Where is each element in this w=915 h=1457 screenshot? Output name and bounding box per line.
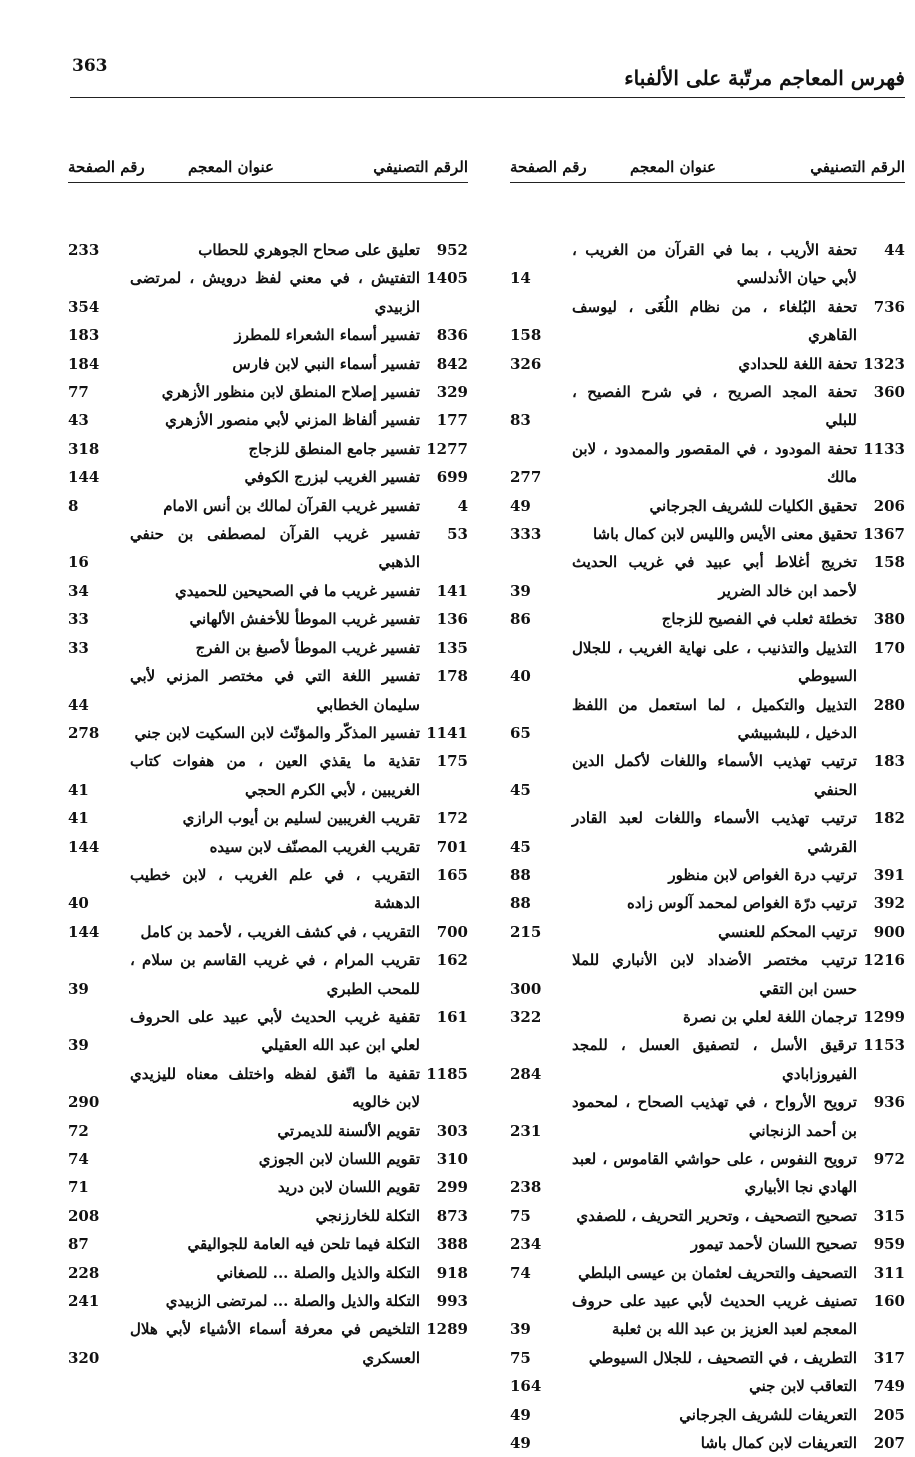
index-column-left (68, 150, 468, 1372)
classification-number: 900 (873, 922, 905, 941)
classification-number: 136 (436, 610, 468, 629)
page-reference: 322 (510, 1007, 542, 1026)
page-reference: 183 (68, 326, 100, 345)
dictionary-title: التكلة فيما تلحن فيه العامة للجواليقي (187, 1235, 420, 1254)
page-reference: 278 (68, 723, 100, 742)
classification-number: 178 (436, 667, 468, 686)
index-entry (68, 378, 468, 406)
classification-number: 952 (436, 241, 468, 259)
index-entry (510, 1088, 905, 1145)
classification-number: 1216 (863, 951, 905, 970)
index-column-right (510, 150, 905, 1457)
header-title: عنوان المعجم (630, 158, 716, 176)
classification-number: 1289 (426, 1320, 468, 1339)
index-entry (510, 1145, 905, 1202)
classification-number: 158 (873, 553, 905, 572)
index-entry (68, 520, 468, 577)
page-reference: 39 (68, 979, 89, 998)
classification-number: 1141 (426, 723, 468, 742)
dictionary-title: تفسير غريب الموطأ للأخفش الألهاني (189, 610, 420, 629)
page-reference: 65 (510, 723, 531, 742)
index-entry (68, 1117, 468, 1145)
page-reference: 144 (68, 837, 100, 856)
dictionary-title: تقذية ما يقذي العين ، من هفوات كتاب الغريبين ، لأبي الكرم الحجي (130, 752, 420, 799)
page-reference: 231 (510, 1121, 542, 1140)
page-reference: 49 (510, 1405, 531, 1424)
page-reference: 233 (68, 241, 100, 259)
column-header (510, 150, 905, 183)
index-entry (68, 1259, 468, 1287)
dictionary-title: ترتيب مختصر الأضداد لابن الأنباري للملا حسن ابن التقي (572, 951, 857, 998)
page-reference: 77 (68, 383, 89, 402)
page-reference: 333 (510, 525, 542, 544)
classification-number: 317 (873, 1348, 905, 1367)
index-entry (510, 747, 905, 804)
dictionary-title: تحفة البُلغاء ، من نظام اللُغَى ، ليوسف القاهري (572, 297, 857, 345)
index-entry (68, 1173, 468, 1201)
index-entry (510, 548, 905, 605)
page-reference: 39 (510, 581, 531, 600)
header-rule (70, 97, 905, 98)
classification-number: 392 (873, 894, 905, 913)
page-number: 363 (72, 56, 108, 76)
page-reference: 33 (68, 638, 89, 657)
classification-number: 183 (873, 752, 905, 771)
dictionary-title: التعريفات لابن كمال باشا (700, 1434, 857, 1453)
index-entry (68, 264, 468, 321)
classification-number: 700 (436, 922, 468, 941)
index-entry (510, 1372, 905, 1400)
page-reference: 75 (510, 1206, 531, 1225)
classification-number: 736 (873, 297, 905, 316)
dictionary-title: التلخيص في معرفة أسماء الأشياء لأبي هلال العسكري (130, 1320, 420, 1367)
classification-number: 1299 (863, 1007, 905, 1026)
index-entry (510, 1429, 905, 1457)
dictionary-title: تحقيق الكليات للشريف الجرجاني (649, 496, 857, 515)
dictionary-title: التكلة والذيل والصلة ... للصغاني (216, 1263, 420, 1282)
classification-number: 972 (873, 1150, 905, 1168)
classification-number: 701 (436, 837, 468, 856)
index-entry (510, 804, 905, 861)
index-entry (68, 804, 468, 832)
classification-number: 1153 (863, 1036, 905, 1055)
index-entry (510, 378, 905, 435)
index-entry (510, 918, 905, 946)
index-entry (510, 889, 905, 917)
page-reference: 33 (68, 610, 89, 629)
dictionary-title: تفسير غريب الموطأ لأصبغ بن الفرج (195, 638, 420, 657)
page-reference: 88 (510, 865, 531, 884)
index-entry (68, 1287, 468, 1315)
classification-number: 1133 (863, 439, 905, 458)
page-reference: 40 (510, 667, 531, 686)
index-entry (68, 1202, 468, 1230)
dictionary-title: تفسير أسماء الشعراء للمطرز (234, 326, 420, 345)
index-entry (510, 1287, 905, 1344)
dictionary-title: ترتيب تهذيب الأسماء واللغات لعبد القادر القرشي (572, 809, 857, 856)
running-head: فهرس المعاجم مرتّبة على الألفباء (624, 66, 905, 90)
index-entry (510, 634, 905, 691)
index-entry (68, 833, 468, 861)
index-entry (510, 1259, 905, 1287)
dictionary-title: تفسير ألفاظ المزني لأبي منصور الأزهري (165, 411, 420, 430)
page-reference: 39 (510, 1320, 531, 1339)
dictionary-title: التصحيف والتحريف لعثمان بن عيسى البلطي (578, 1263, 857, 1282)
classification-number: 53 (447, 525, 468, 544)
dictionary-title: تصحيح اللسان لأحمد تيمور (690, 1235, 857, 1254)
index-entry (68, 577, 468, 605)
header-title: عنوان المعجم (188, 158, 274, 176)
dictionary-title: التذييل والتذنيب ، على نهاية الغريب ، للجلال السيوطي (572, 638, 857, 686)
classification-number: 360 (873, 383, 905, 402)
dictionary-title: ترويح النفوس ، على حواشي القاموس ، لعبد الهادي نجا الأبياري (572, 1150, 857, 1197)
index-entry (68, 1003, 468, 1060)
page-reference: 87 (68, 1235, 89, 1254)
index-entry (68, 634, 468, 662)
index-entry (68, 435, 468, 463)
page-reference: 71 (68, 1178, 89, 1197)
header-classification: الرقم التصنيفي (373, 158, 468, 176)
page-reference: 40 (68, 894, 89, 913)
page-reference: 144 (68, 922, 100, 941)
dictionary-title: تحفة اللغة للحدادي (738, 354, 857, 373)
dictionary-title: تفسير المذكّر والمؤنّث لابن السكيت لابن جني (134, 723, 420, 742)
page-reference: 234 (510, 1235, 542, 1254)
page-reference: 158 (510, 326, 542, 345)
dictionary-title: تحفة المجد الصريح ، في شرح الفصيح ، للبلي (572, 383, 857, 430)
index-entry (68, 719, 468, 747)
page-reference: 290 (68, 1093, 100, 1112)
dictionary-title: تقويم اللسان لابن الجوزي (258, 1150, 420, 1168)
dictionary-title: ترويح الأرواح ، في تهذيب الصحاح ، لمحمود بن أحمد الزنجاني (572, 1093, 857, 1140)
classification-number: 44 (884, 241, 905, 259)
dictionary-title: تقريب المرام ، في غريب القاسم بن سلام ، للمحب الطبري (130, 951, 420, 998)
dictionary-title: التقريب ، في علم الغريب ، لابن خطيب الدهشة (130, 865, 420, 913)
classification-number: 1277 (426, 439, 468, 458)
index-entry (510, 350, 905, 378)
classification-number: 135 (436, 638, 468, 657)
index-entry (510, 293, 905, 350)
page-reference: 8 (68, 496, 79, 515)
classification-number: 388 (436, 1235, 468, 1254)
classification-number: 207 (873, 1434, 905, 1453)
classification-number: 206 (873, 496, 905, 515)
page-reference: 215 (510, 922, 542, 941)
page-reference: 88 (510, 894, 531, 913)
dictionary-title: تفسير إصلاح المنطق لابن منظور الأزهري (161, 383, 420, 402)
index-entry (510, 435, 905, 492)
page-reference: 164 (510, 1377, 542, 1396)
page-reference: 241 (68, 1292, 100, 1311)
classification-number: 380 (873, 610, 905, 629)
dictionary-title: تفسير أسماء النبي لابن فارس (232, 354, 420, 373)
index-entry (510, 946, 905, 1003)
page-reference: 34 (68, 581, 89, 600)
classification-number: 161 (436, 1007, 468, 1026)
dictionary-title: تحقيق معنى الأيس والليس لابن كمال باشا (592, 525, 857, 544)
index-entry (510, 1202, 905, 1230)
classification-number: 280 (873, 695, 905, 714)
page-reference: 41 (68, 780, 89, 799)
dictionary-title: التطريف ، في التصحيف ، للجلال السيوطي (588, 1348, 857, 1367)
classification-number: 993 (436, 1292, 468, 1311)
dictionary-title: تعليق على صحاح الجوهري للحطاب (198, 241, 420, 259)
classification-number: 299 (436, 1178, 468, 1197)
page-reference: 43 (68, 411, 89, 430)
page-reference: 144 (68, 468, 100, 487)
index-entry (68, 662, 468, 719)
page-reference: 74 (510, 1263, 531, 1282)
index-entry (510, 1230, 905, 1258)
classification-number: 836 (436, 326, 468, 345)
page-reference: 44 (68, 695, 89, 714)
classification-number: 873 (436, 1206, 468, 1225)
dictionary-title: تحفة المودود ، في المقصور والممدود ، لابن مالك (572, 439, 857, 487)
index-entry (510, 520, 905, 548)
dictionary-title: تقفية غريب الحديث لأبي عبيد على الحروف لعلي ابن عبد الله العقيلي (130, 1007, 420, 1055)
dictionary-title: تفسير اللغة التي في مختصر المزني لأبي سليمان الخطابي (130, 667, 420, 714)
classification-number: 162 (436, 951, 468, 970)
page-reference: 238 (510, 1178, 542, 1197)
entry-list (68, 236, 468, 1372)
page-reference: 49 (510, 1434, 531, 1453)
index-entry (510, 1003, 905, 1031)
dictionary-title: تخطئة ثعلب في الفصيح للزجاج (661, 610, 857, 629)
classification-number: 172 (436, 809, 468, 828)
index-entry (510, 1344, 905, 1372)
page-reference: 41 (68, 809, 89, 828)
dictionary-title: التعاقب لابن جني (749, 1377, 857, 1396)
dictionary-title: التذييل والتكميل ، لما استعمل من اللفظ الدخيل ، للبشبيشي (572, 695, 857, 742)
classification-number: 177 (436, 411, 468, 430)
header-page: رقم الصفحة (68, 158, 145, 176)
page-reference: 49 (510, 496, 531, 515)
page-reference: 74 (68, 1150, 89, 1168)
page-reference: 83 (510, 411, 531, 430)
page-reference: 277 (510, 468, 542, 487)
index-entry (68, 747, 468, 804)
classification-number: 959 (873, 1235, 905, 1254)
dictionary-title: التعريفات للشريف الجرجاني (679, 1405, 857, 1424)
page-reference: 16 (68, 553, 89, 572)
page-reference: 208 (68, 1206, 100, 1225)
classification-number: 315 (873, 1206, 905, 1225)
classification-number: 699 (436, 468, 468, 487)
index-entry (68, 350, 468, 378)
dictionary-title: تحفة الأريب ، بما في القرآن من الغريب ، لأبي حيان الأندلسي (572, 241, 857, 288)
page-reference: 86 (510, 610, 531, 629)
index-entry (510, 691, 905, 748)
dictionary-title: التقريب ، في كشف الغريب ، لأحمد بن كامل (140, 922, 420, 941)
page-reference: 318 (68, 439, 100, 458)
dictionary-title: تقويم اللسان لابن دريد (277, 1178, 420, 1197)
classification-number: 1323 (863, 354, 905, 373)
page-reference: 14 (510, 269, 531, 288)
classification-number: 170 (873, 638, 905, 657)
index-entry (68, 1315, 468, 1372)
dictionary-title: تفسير غريب ما في الصحيحين للحميدي (175, 581, 420, 600)
dictionary-title: ترجمان اللغة لعلي بن نصرة (682, 1007, 857, 1026)
header-page: رقم الصفحة (510, 158, 587, 176)
index-entry (510, 1031, 905, 1088)
classification-number: 182 (873, 809, 905, 828)
index-entry (68, 918, 468, 946)
dictionary-title: تخريج أغلاط أبي عبيد في غريب الحديث لأحمد ابن خالد الضرير (572, 553, 857, 600)
classification-number: 160 (873, 1292, 905, 1311)
index-entry (68, 406, 468, 434)
index-entry (68, 463, 468, 491)
dictionary-title: تقريب الغريب المصنّف لابن سيده (209, 837, 420, 856)
classification-number: 303 (436, 1121, 468, 1140)
page-reference: 45 (510, 780, 531, 799)
index-entry (68, 1230, 468, 1258)
classification-number: 749 (873, 1377, 905, 1396)
page-reference: 354 (68, 297, 100, 316)
dictionary-title: تفسير غريب القرآن لمالك بن أنس الامام (163, 496, 420, 515)
entry-list (510, 236, 905, 1457)
page-reference: 320 (68, 1348, 100, 1367)
classification-number: 842 (436, 354, 468, 373)
index-entry (68, 321, 468, 349)
dictionary-title: تقفية ما اتّفق لفظه واختلف معناه لليزيدي لابن خالويه (130, 1064, 420, 1112)
classification-number: 936 (873, 1093, 905, 1112)
header-classification: الرقم التصنيفي (810, 158, 905, 176)
classification-number: 1405 (426, 269, 468, 288)
page-reference: 39 (68, 1036, 89, 1055)
page-reference: 72 (68, 1121, 89, 1140)
page-reference: 184 (68, 354, 100, 373)
classification-number: 329 (436, 383, 468, 402)
classification-number: 205 (873, 1405, 905, 1424)
page-reference: 228 (68, 1263, 100, 1282)
column-header (68, 150, 468, 183)
index-entry (68, 236, 468, 264)
index-entry (68, 492, 468, 520)
page-reference: 75 (510, 1348, 531, 1367)
dictionary-title: تصنيف غريب الحديث لأبي عبيد على حروف المعجم لعبد العزيز بن عبد الله بن ثعلبة (572, 1292, 857, 1339)
index-entry (510, 861, 905, 889)
classification-number: 311 (873, 1263, 905, 1282)
index-entry (510, 605, 905, 633)
dictionary-title: ترتيب درّة الغواص لمحمد آلوس زاده (626, 894, 857, 913)
index-entry (68, 946, 468, 1003)
dictionary-title: ترقيق الأسل ، لتصفيق العسل ، للمجد الفيروزابادي (572, 1036, 857, 1083)
index-entry (510, 492, 905, 520)
classification-number: 4 (457, 496, 468, 515)
page-reference: 326 (510, 354, 542, 373)
dictionary-title: تفسير الغريب لبزرج الكوفي (244, 468, 420, 487)
page-reference: 284 (510, 1064, 542, 1083)
classification-number: 1367 (863, 525, 905, 544)
page-reference: 300 (510, 979, 542, 998)
index-entry (68, 861, 468, 918)
classification-number: 165 (436, 865, 468, 884)
dictionary-title: تقريب الغريبين لسليم بن أيوب الرازي (182, 809, 420, 828)
page-reference: 45 (510, 837, 531, 856)
index-entry (510, 236, 905, 293)
dictionary-title: التكلة والذيل والصلة ... لمرتضى الزبيدي (165, 1292, 420, 1311)
classification-number: 141 (436, 581, 468, 600)
dictionary-title: تفسير جامع المنطق للزجاج (248, 439, 420, 458)
index-entry (68, 1145, 468, 1173)
index-entry (68, 1060, 468, 1117)
classification-number: 1185 (426, 1064, 468, 1083)
dictionary-title: التكلة للخارزنجي (315, 1206, 420, 1225)
dictionary-title: تفسير غريب القرآن لمصطفى بن حنفي الذهبي (130, 525, 420, 572)
index-entry (510, 1401, 905, 1429)
dictionary-title: تقويم الألسنة للديمرتي (277, 1121, 420, 1140)
classification-number: 175 (436, 752, 468, 771)
dictionary-title: ترتيب تهذيب الأسماء واللغات لأكمل الدين الحنفي (572, 752, 857, 799)
dictionary-title: التفتيش ، في معني لفظ درويش ، لمرتضى الزبيدي (130, 269, 420, 316)
index-entry (68, 605, 468, 633)
classification-number: 310 (436, 1150, 468, 1168)
classification-number: 391 (873, 865, 905, 884)
dictionary-title: ترتيب المحكم للعنسي (718, 922, 857, 941)
dictionary-title: تصحيح التصحيف ، وتحرير التحريف ، للصفدي (576, 1206, 857, 1225)
classification-number: 918 (436, 1263, 468, 1282)
dictionary-title: ترتيب درة الغواص لابن منظور (668, 865, 857, 884)
